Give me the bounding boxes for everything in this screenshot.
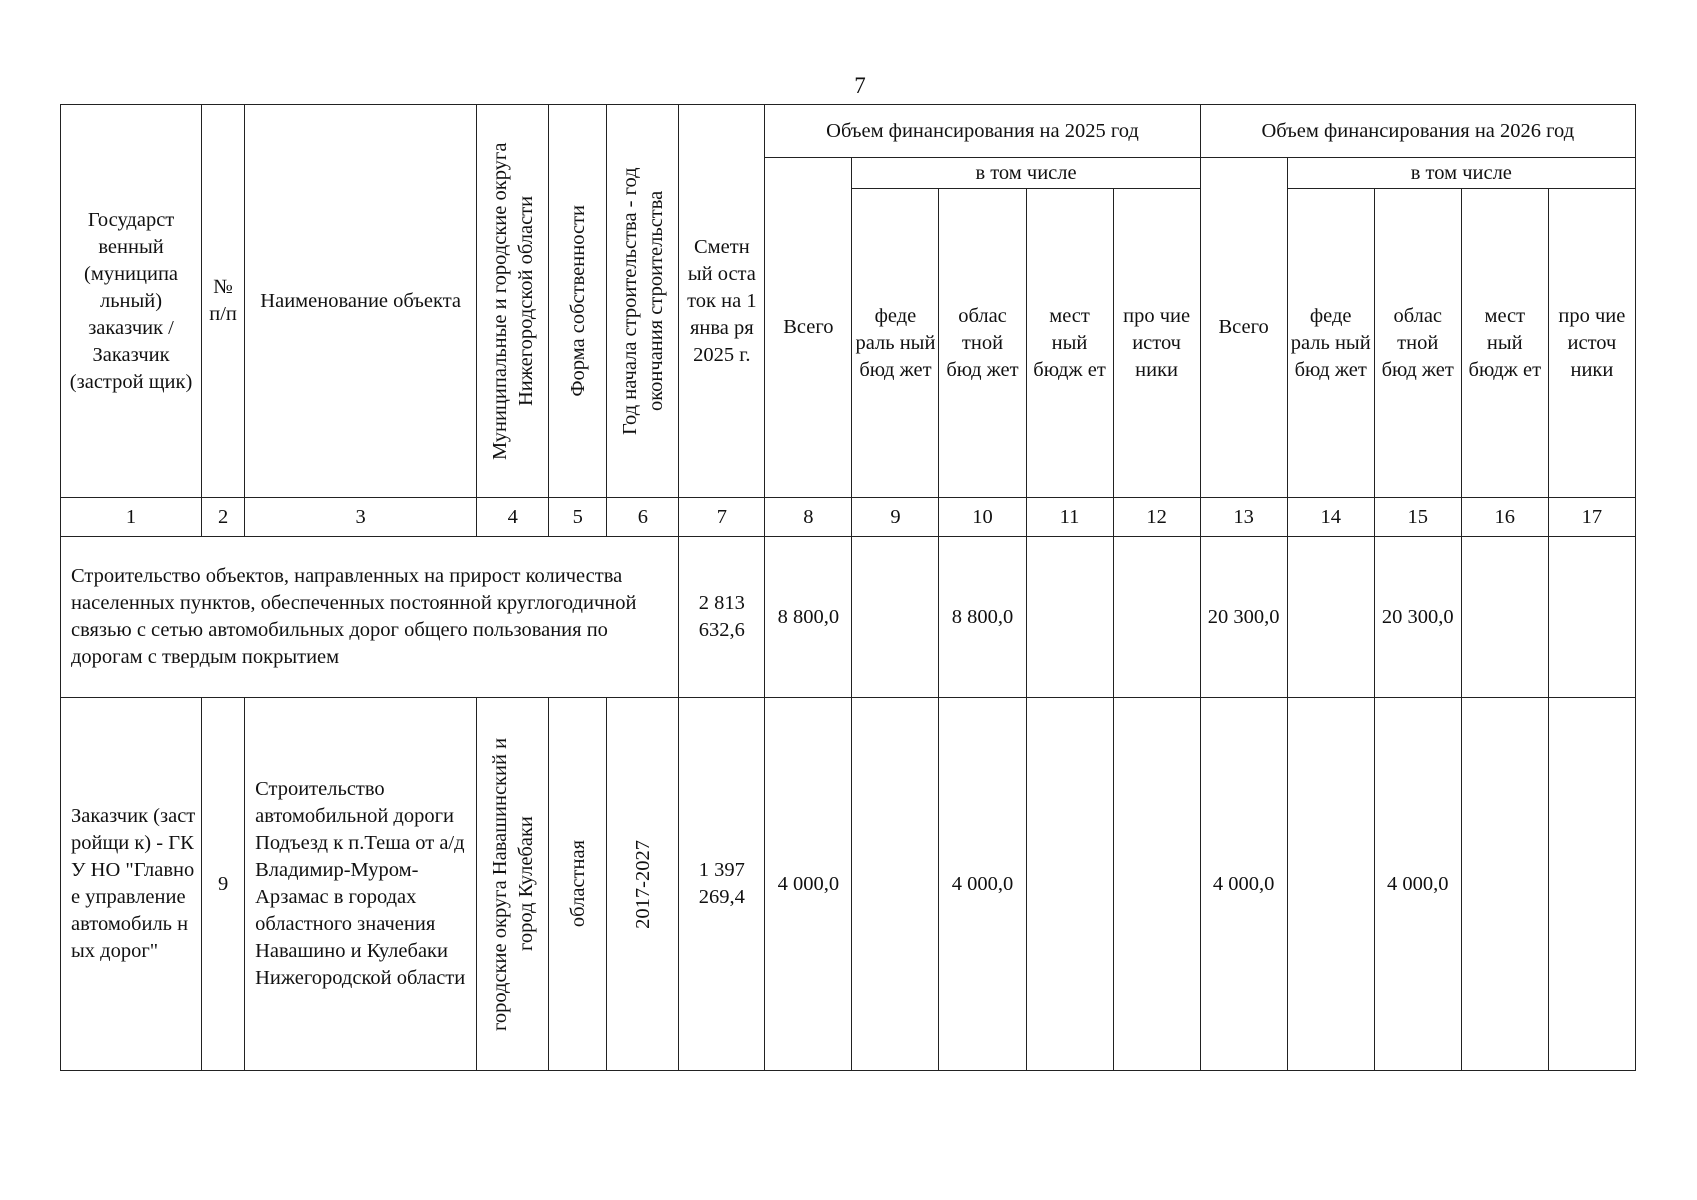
header-customer: Государст венный (муниципа льный) заказчик / Заказчик (застрой щик)	[61, 105, 202, 498]
section-row	[61, 537, 1636, 698]
row-municipality	[477, 698, 549, 1071]
column-number: 3	[245, 498, 477, 537]
column-number: 14	[1287, 498, 1374, 537]
page-number: 7	[854, 73, 866, 98]
header-local-2025: мест ный бюдж ет	[1026, 189, 1113, 498]
section-total-2025: 8 800,0	[765, 537, 852, 698]
row-other-2026	[1548, 698, 1635, 1071]
section-local-2026	[1461, 537, 1548, 698]
row-regional-2025: 4 000,0	[939, 698, 1026, 1071]
row-customer: Заказчик (застройщи к) - ГКУ НО "Главное управление автомобиль ных дорог"	[61, 698, 202, 1071]
header-total-2026: Всего	[1200, 158, 1287, 498]
header-including-2026: в том числе	[1287, 158, 1635, 189]
header-other-2025: про чие источ ники	[1113, 189, 1200, 498]
funding-table	[60, 104, 1636, 1071]
row-ownership	[549, 698, 607, 1071]
section-federal-2025	[852, 537, 939, 698]
column-number: 8	[765, 498, 852, 537]
row-object-name: Строительство автомобильной дороги Подъезд к п.Теша от а/д Владимир-Муром-Арзамас в городах областного значения Навашино и Кулебаки Нижегородской области	[245, 698, 477, 1071]
row-years-text: 2017-2027	[631, 839, 654, 929]
row-municipality-text: городские округа Навашинский и город Кулебаки	[488, 737, 537, 1031]
section-other-2026	[1548, 537, 1635, 698]
column-number: 9	[852, 498, 939, 537]
row-federal-2026	[1287, 698, 1374, 1071]
table-row	[61, 698, 1636, 1071]
row-federal-2025	[852, 698, 939, 1071]
section-local-2025	[1026, 537, 1113, 698]
section-title: Строительство объектов, направленных на прирост количества населенных пунктов, обеспеченных постоянной круглогодичной связью с сетью автомобильных дорог общего пользования по дорогам с твердым покрытием	[61, 537, 679, 698]
column-number: 10	[939, 498, 1026, 537]
header-years-text: Год начала строительства - год окончания строительства	[618, 167, 667, 435]
section-regional-2026: 20 300,0	[1374, 537, 1461, 698]
header-federal-2026: феде раль ный бюд жет	[1287, 189, 1374, 498]
header-municipality	[477, 105, 549, 498]
column-number: 5	[549, 498, 607, 537]
column-number: 11	[1026, 498, 1113, 537]
header-funding-2025: Объем финансирования на 2025 год	[765, 105, 1200, 158]
header-ownership	[549, 105, 607, 498]
column-number: 13	[1200, 498, 1287, 537]
header-regional-2026: облас тной бюд жет	[1374, 189, 1461, 498]
header-including-2025: в том числе	[852, 158, 1200, 189]
header-regional-2025: облас тной бюд жет	[939, 189, 1026, 498]
row-years	[607, 698, 679, 1071]
row-local-2026	[1461, 698, 1548, 1071]
column-number: 4	[477, 498, 549, 537]
column-number: 17	[1548, 498, 1635, 537]
header-estimate: Сметн ый оста ток на 1 янва ря 2025 г.	[679, 105, 765, 498]
header-other-2026: про чие источ ники	[1548, 189, 1635, 498]
header-years	[607, 105, 679, 498]
row-local-2025	[1026, 698, 1113, 1071]
row-number: 9	[202, 698, 245, 1071]
row-regional-2026: 4 000,0	[1374, 698, 1461, 1071]
header-row-1	[61, 105, 1636, 158]
row-total-2026: 4 000,0	[1200, 698, 1287, 1071]
section-other-2025	[1113, 537, 1200, 698]
section-total-2026: 20 300,0	[1200, 537, 1287, 698]
header-municipality-text: Муниципальные и городские округа Нижегородской области	[488, 142, 537, 460]
header-total-2025: Всего	[765, 158, 852, 498]
header-funding-2026: Объем финансирования на 2026 год	[1200, 105, 1635, 158]
section-regional-2025: 8 800,0	[939, 537, 1026, 698]
column-number: 2	[202, 498, 245, 537]
section-federal-2026	[1287, 537, 1374, 698]
row-other-2025	[1113, 698, 1200, 1071]
column-number-row	[61, 498, 1636, 537]
header-federal-2025: феде раль ный бюд жет	[852, 189, 939, 498]
column-number: 15	[1374, 498, 1461, 537]
column-number: 12	[1113, 498, 1200, 537]
row-ownership-text: областная	[566, 840, 589, 928]
section-estimate: 2 813 632,6	[679, 537, 765, 698]
header-object-name: Наименование объекта	[245, 105, 477, 498]
row-estimate: 1 397 269,4	[679, 698, 765, 1071]
header-local-2026: мест ный бюдж ет	[1461, 189, 1548, 498]
column-number: 16	[1461, 498, 1548, 537]
header-ownership-text: Форма собственности	[566, 205, 589, 397]
column-number: 7	[679, 498, 765, 537]
row-total-2025: 4 000,0	[765, 698, 852, 1071]
header-number: № п/п	[202, 105, 245, 498]
column-number: 1	[61, 498, 202, 537]
column-number: 6	[607, 498, 679, 537]
